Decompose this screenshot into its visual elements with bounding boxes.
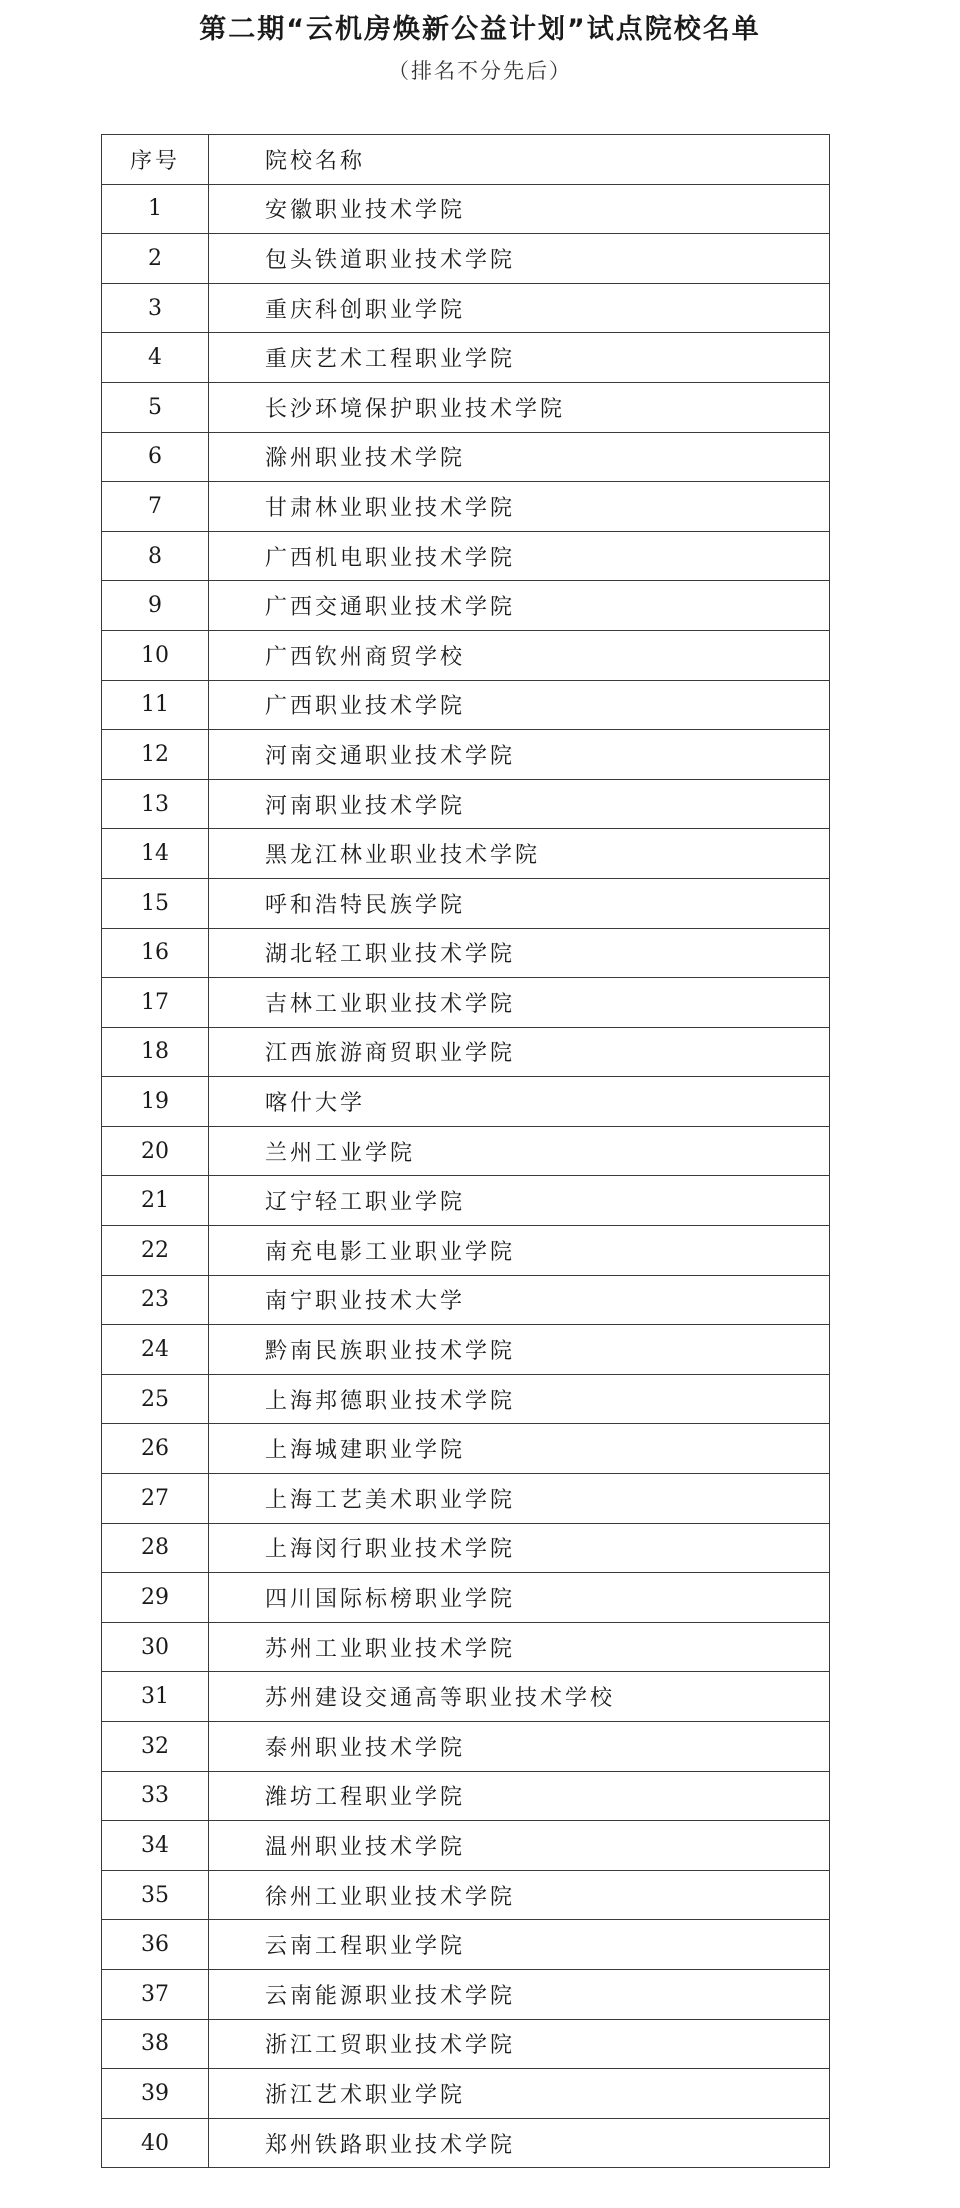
row-number: 29 xyxy=(102,1573,209,1623)
row-number: 25 xyxy=(102,1374,209,1424)
table-row xyxy=(102,1474,830,1524)
row-number: 13 xyxy=(102,779,209,829)
table-row xyxy=(102,630,830,680)
table-row xyxy=(102,1374,830,1424)
row-number: 9 xyxy=(102,581,209,631)
table-row xyxy=(102,779,830,829)
row-number: 3 xyxy=(102,283,209,333)
school-name: 徐州工业职业技术学院 xyxy=(209,1870,830,1920)
table-row xyxy=(102,1077,830,1127)
table-row xyxy=(102,1672,830,1722)
school-name: 河南职业技术学院 xyxy=(209,779,830,829)
page-title: 第二期“云机房焕新公益计划”试点院校名单 xyxy=(199,14,761,45)
table-row xyxy=(102,1027,830,1077)
row-number: 38 xyxy=(102,2019,209,2069)
table-row xyxy=(102,1126,830,1176)
row-number: 26 xyxy=(102,1424,209,1474)
school-name: 浙江艺术职业学院 xyxy=(209,2069,830,2119)
row-number: 1 xyxy=(102,184,209,234)
school-name: 泰州职业技术学院 xyxy=(209,1722,830,1772)
row-number: 7 xyxy=(102,482,209,532)
row-number: 10 xyxy=(102,630,209,680)
school-name: 安徽职业技术学院 xyxy=(209,184,830,234)
row-number: 33 xyxy=(102,1771,209,1821)
table-row xyxy=(102,333,830,383)
row-number: 39 xyxy=(102,2069,209,2119)
school-name: 郑州铁路职业技术学院 xyxy=(209,2118,830,2168)
school-name: 甘肃林业职业技术学院 xyxy=(209,482,830,532)
school-name: 广西职业技术学院 xyxy=(209,680,830,730)
school-name: 广西机电职业技术学院 xyxy=(209,531,830,581)
table-row xyxy=(102,1226,830,1276)
row-number: 23 xyxy=(102,1275,209,1325)
table-row xyxy=(102,482,830,532)
row-number: 18 xyxy=(102,1027,209,1077)
table-row xyxy=(102,1771,830,1821)
row-number: 20 xyxy=(102,1126,209,1176)
school-name: 四川国际标榜职业学院 xyxy=(209,1573,830,1623)
school-name: 江西旅游商贸职业学院 xyxy=(209,1027,830,1077)
row-number: 28 xyxy=(102,1523,209,1573)
table-row xyxy=(102,928,830,978)
row-number: 27 xyxy=(102,1474,209,1524)
page-subtitle: （排名不分先后） xyxy=(388,59,572,83)
table-row xyxy=(102,1275,830,1325)
table-row xyxy=(102,531,830,581)
table-row xyxy=(102,1176,830,1226)
row-number: 37 xyxy=(102,1969,209,2019)
table-row xyxy=(102,829,830,879)
table-row xyxy=(102,184,830,234)
row-number: 8 xyxy=(102,531,209,581)
table-header-row xyxy=(102,135,830,185)
row-number: 6 xyxy=(102,432,209,482)
row-number: 24 xyxy=(102,1325,209,1375)
table-body xyxy=(102,184,830,2168)
table-row xyxy=(102,2118,830,2168)
school-name: 长沙环境保护职业技术学院 xyxy=(209,382,830,432)
table-row xyxy=(102,978,830,1028)
school-name: 广西钦州商贸学校 xyxy=(209,630,830,680)
table-row xyxy=(102,1870,830,1920)
row-number: 15 xyxy=(102,878,209,928)
school-name: 辽宁轻工职业学院 xyxy=(209,1176,830,1226)
table-row xyxy=(102,2069,830,2119)
school-name: 河南交通职业技术学院 xyxy=(209,730,830,780)
school-name: 上海工艺美术职业学院 xyxy=(209,1474,830,1524)
column-header-school-name: 院校名称 xyxy=(209,135,830,185)
school-name: 南充电影工业职业学院 xyxy=(209,1226,830,1276)
column-header-number: 序号 xyxy=(102,135,209,185)
school-name: 上海邦德职业技术学院 xyxy=(209,1374,830,1424)
school-name: 湖北轻工职业技术学院 xyxy=(209,928,830,978)
school-name: 兰州工业学院 xyxy=(209,1126,830,1176)
table-row xyxy=(102,730,830,780)
school-list-table xyxy=(101,134,830,2168)
school-name: 苏州工业职业技术学院 xyxy=(209,1622,830,1672)
row-number: 16 xyxy=(102,928,209,978)
table-row xyxy=(102,581,830,631)
table-row xyxy=(102,382,830,432)
row-number: 40 xyxy=(102,2118,209,2168)
table-row xyxy=(102,1523,830,1573)
school-name: 黑龙江林业职业技术学院 xyxy=(209,829,830,879)
row-number: 11 xyxy=(102,680,209,730)
school-name: 温州职业技术学院 xyxy=(209,1821,830,1871)
school-name: 重庆科创职业学院 xyxy=(209,283,830,333)
row-number: 36 xyxy=(102,1920,209,1970)
table-row xyxy=(102,1821,830,1871)
row-number: 35 xyxy=(102,1870,209,1920)
school-name: 吉林工业职业技术学院 xyxy=(209,978,830,1028)
row-number: 19 xyxy=(102,1077,209,1127)
school-name: 云南能源职业技术学院 xyxy=(209,1969,830,2019)
table-row xyxy=(102,2019,830,2069)
row-number: 4 xyxy=(102,333,209,383)
table-row xyxy=(102,1622,830,1672)
table-row xyxy=(102,1969,830,2019)
row-number: 30 xyxy=(102,1622,209,1672)
row-number: 22 xyxy=(102,1226,209,1276)
school-name: 包头铁道职业技术学院 xyxy=(209,234,830,284)
school-name: 浙江工贸职业技术学院 xyxy=(209,2019,830,2069)
row-number: 32 xyxy=(102,1722,209,1772)
school-name: 潍坊工程职业学院 xyxy=(209,1771,830,1821)
school-name: 苏州建设交通高等职业技术学校 xyxy=(209,1672,830,1722)
school-name: 呼和浩特民族学院 xyxy=(209,878,830,928)
row-number: 31 xyxy=(102,1672,209,1722)
row-number: 2 xyxy=(102,234,209,284)
row-number: 21 xyxy=(102,1176,209,1226)
school-name: 云南工程职业学院 xyxy=(209,1920,830,1970)
table-row xyxy=(102,432,830,482)
table-row xyxy=(102,1573,830,1623)
school-name: 上海闵行职业技术学院 xyxy=(209,1523,830,1573)
school-name: 南宁职业技术大学 xyxy=(209,1275,830,1325)
table-row xyxy=(102,234,830,284)
table-row xyxy=(102,1325,830,1375)
table-row xyxy=(102,878,830,928)
school-name: 滁州职业技术学院 xyxy=(209,432,830,482)
school-name: 黔南民族职业技术学院 xyxy=(209,1325,830,1375)
school-name: 广西交通职业技术学院 xyxy=(209,581,830,631)
table-row xyxy=(102,1424,830,1474)
table-row xyxy=(102,680,830,730)
row-number: 17 xyxy=(102,978,209,1028)
school-name: 喀什大学 xyxy=(209,1077,830,1127)
row-number: 34 xyxy=(102,1821,209,1871)
table-row xyxy=(102,1722,830,1772)
school-name: 上海城建职业学院 xyxy=(209,1424,830,1474)
school-name: 重庆艺术工程职业学院 xyxy=(209,333,830,383)
row-number: 14 xyxy=(102,829,209,879)
table-row xyxy=(102,283,830,333)
table-row xyxy=(102,1920,830,1970)
row-number: 5 xyxy=(102,382,209,432)
row-number: 12 xyxy=(102,730,209,780)
